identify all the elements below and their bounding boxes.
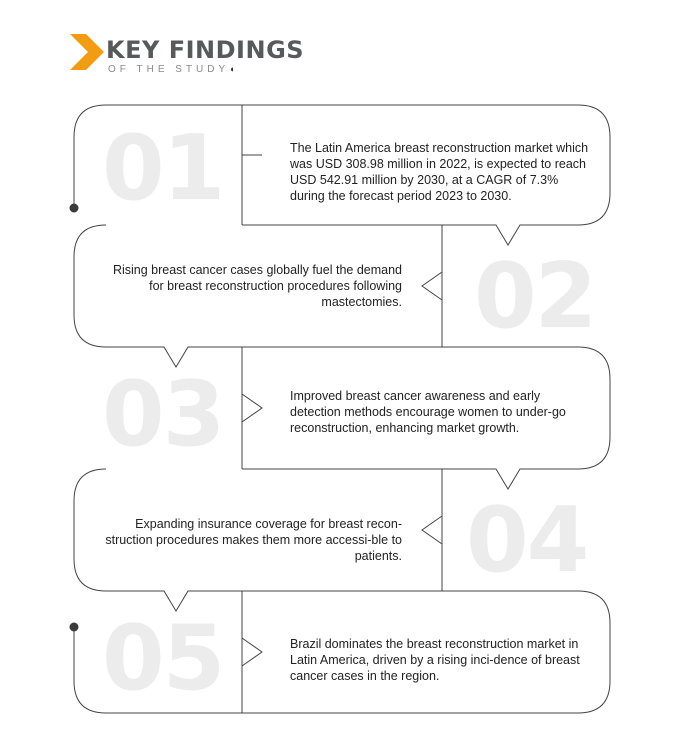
finding-text: Improved breast cancer awareness and early detection methods encourage women to under-go reconstruction, enhancing market growth. xyxy=(290,389,566,435)
page-subtitle: OF THE STUDY◖ xyxy=(108,64,235,75)
finding-text: Rising breast cancer cases globally fuel the demand for breast reconstruction procedures following mastectomies. xyxy=(112,263,402,309)
finding-number: 04 xyxy=(466,488,588,593)
finding-number: 01 xyxy=(102,116,224,221)
finding-text: Expanding insurance coverage for breast recon-struction procedures makes them more accessi-ble to patients. xyxy=(105,517,402,563)
finding-number: 03 xyxy=(102,362,224,467)
page-title: KEY FINDINGS xyxy=(106,36,305,64)
crescent-icon: ◖ xyxy=(229,64,235,74)
finding-number: 02 xyxy=(474,244,596,349)
finding-number: 05 xyxy=(102,606,224,711)
finding-text: Brazil dominates the breast reconstruction market in Latin America, driven by a rising inci-dence of breast cancer cases in the region. xyxy=(290,637,580,683)
finding-text: The Latin America breast reconstruction market which was USD 308.98 million in 2022, is expected to reach USD 542.91 million by 2030, at a CAGR of 7.3% during the forecast period 2023 to 2030. xyxy=(290,141,589,203)
